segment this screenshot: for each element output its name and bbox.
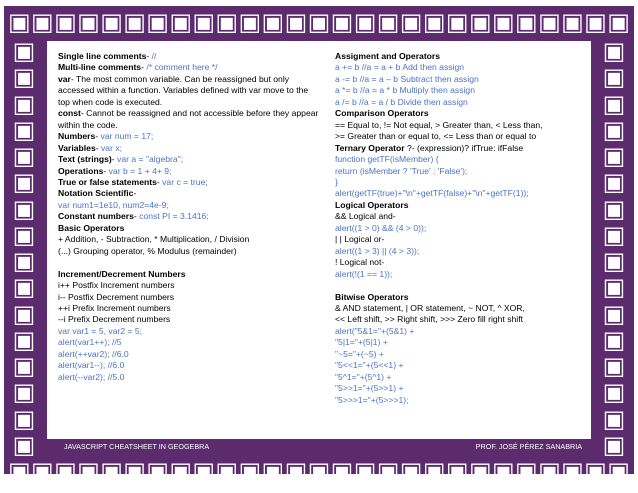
code-snippet: "5<<1="+(5<<1) + bbox=[335, 360, 404, 371]
footer-title: JAVASCRIPT CHEATSHEET IN GEOGEBRA bbox=[64, 442, 210, 451]
text-line bbox=[335, 120, 587, 131]
term-label: Assigment and Operators bbox=[335, 51, 441, 61]
code-snippet: var num1=1e10, num2=4e-9; bbox=[58, 199, 169, 210]
text-line bbox=[58, 280, 308, 291]
text-line bbox=[335, 372, 587, 383]
description-text: - bbox=[133, 211, 140, 222]
description-text: within the code. bbox=[58, 119, 118, 130]
text-line bbox=[58, 188, 308, 199]
code-snippet: alert(--var2); //5.0 bbox=[58, 371, 125, 382]
code-snippet: a *= b //a = a * b Multiply then assign bbox=[335, 85, 475, 96]
text-line bbox=[335, 383, 587, 394]
term-label: True or false statements bbox=[58, 176, 157, 187]
code-snippet: "~5="+(~5) + bbox=[335, 348, 384, 359]
text-line bbox=[58, 211, 308, 222]
description-text: - bbox=[95, 142, 101, 153]
text-line bbox=[335, 395, 587, 406]
greek-key-icon: ▣ ▣ ▣ ▣ ▣ ▣ ▣ ▣ ▣ ▣ ▣ ▣ ▣ ▣ ▣ ▣ ▣ ▣ ▣ ▣ ▣ ▣ ▣ ▣ ▣ ▣ ▣ bbox=[8, 457, 630, 485]
text-line bbox=[335, 257, 587, 268]
text-line bbox=[335, 85, 587, 96]
text-line bbox=[335, 303, 587, 314]
text-line bbox=[335, 74, 587, 85]
description-text: i-- Postfix Decrement numbers bbox=[58, 291, 175, 302]
code-snippet: alert((1 > 3) || (4 > 3)); bbox=[335, 245, 420, 256]
code-snippet: return (isMember ? 'True' : 'False'); bbox=[335, 165, 468, 176]
term-label: Single line comments bbox=[58, 51, 147, 61]
term-label: Bitwise Operators bbox=[335, 291, 409, 302]
code-snippet: "5^1="+(5^1) + bbox=[335, 371, 392, 382]
term-label: Ternary Operator bbox=[335, 142, 405, 153]
term-label: Multi-line comments bbox=[58, 62, 142, 73]
description-text: >= Greater than or equal to, <= Less than or equal to bbox=[335, 131, 537, 142]
right-column bbox=[335, 51, 587, 406]
code-snippet: alert(!(1 == 1)); bbox=[335, 268, 393, 279]
description-text: ! Logical not- bbox=[335, 257, 385, 268]
text-line bbox=[335, 188, 587, 199]
description-text: i++ Postfix Increment numbers bbox=[58, 280, 175, 291]
text-line bbox=[58, 234, 308, 245]
text-line bbox=[58, 85, 308, 96]
description-text: - bbox=[133, 188, 137, 199]
term-label: Increment/Decrement Numbers bbox=[58, 268, 186, 279]
text-line bbox=[58, 337, 308, 348]
term-label: Logical Operators bbox=[335, 199, 409, 210]
text-line bbox=[335, 223, 587, 234]
description-text: == Equal to, != Not equal, > Greater than, < Less than, bbox=[335, 119, 543, 130]
greek-key-icon: ▣ ▣ ▣ ▣ ▣ ▣ ▣ ▣ ▣ ▣ ▣ ▣ ▣ ▣ ▣ ▣ bbox=[12, 38, 36, 458]
text-line bbox=[58, 223, 308, 234]
description-text: - Cannot be reassigned and not accessible before they appear bbox=[80, 108, 319, 119]
description-text: top when code is executed. bbox=[58, 96, 163, 107]
text-line bbox=[335, 326, 587, 337]
text-line bbox=[335, 97, 587, 108]
text-line bbox=[335, 349, 587, 360]
text-line bbox=[335, 51, 587, 62]
description-text: --i Prefix Decrement numbers bbox=[58, 314, 171, 325]
term-label: Numbers bbox=[58, 131, 96, 142]
code-snippet: a += b //a = a + b Add then assign bbox=[335, 62, 465, 73]
greek-key-icon: ▣ ▣ ▣ ▣ ▣ ▣ ▣ ▣ ▣ ▣ ▣ ▣ ▣ ▣ ▣ ▣ bbox=[602, 38, 626, 458]
term-label: Variables bbox=[58, 142, 96, 153]
code-snippet: /* comment here */ bbox=[146, 62, 218, 73]
text-line bbox=[335, 200, 587, 211]
description-text: + Addition, - Subtraction, * Multiplication, / Division bbox=[58, 234, 250, 245]
description-text: (...) Grouping operator, % Modulus (remainder) bbox=[58, 245, 237, 256]
description-text: ?- (expression)? ifTrue: ifFalse bbox=[404, 142, 524, 153]
code-snippet: var a = "algebra"; bbox=[117, 154, 184, 165]
text-line bbox=[58, 292, 308, 303]
term-label: Notation Scientific bbox=[58, 188, 134, 199]
text-line bbox=[58, 372, 308, 383]
description-text: accessed within a function. Variables defined with var move to the bbox=[58, 85, 309, 96]
text-line bbox=[58, 51, 308, 62]
text-line bbox=[335, 154, 587, 165]
text-line bbox=[58, 303, 308, 314]
text-line bbox=[58, 108, 319, 119]
text-line bbox=[58, 120, 308, 131]
text-line bbox=[335, 143, 587, 154]
code-snippet: a -= b //a = a – b Subtract then assign bbox=[335, 73, 479, 84]
term-label: Operations bbox=[58, 165, 104, 176]
code-snippet: var c = true; bbox=[162, 176, 208, 187]
description-text: | | Logical or- bbox=[335, 234, 385, 245]
code-snippet: alert(++var2); //6.0 bbox=[58, 348, 129, 359]
description-text: && Logical and- bbox=[335, 211, 396, 222]
code-snippet: alert(var1--); //6.0 bbox=[58, 360, 125, 371]
text-line bbox=[58, 62, 308, 73]
description-text: & AND statement, | OR statement, ~ NOT, ^ XOR, bbox=[335, 302, 525, 313]
code-snippet: var b = 1 + 4+ 9; bbox=[108, 165, 172, 176]
description-text: ++i Prefix Increment numbers bbox=[58, 302, 171, 313]
code-snippet: "5>>1="+(5>>1) + bbox=[335, 383, 404, 394]
description-text: - The most common variable. Can be reassigned but only bbox=[70, 73, 290, 84]
text-line bbox=[58, 269, 308, 280]
text-line bbox=[58, 97, 308, 108]
description-text: - bbox=[95, 131, 101, 142]
text-line bbox=[335, 62, 587, 73]
code-snippet: alert("5&1="+(5&1) + bbox=[335, 325, 415, 336]
term-label: Basic Operators bbox=[58, 222, 125, 233]
footer-bar bbox=[47, 439, 591, 455]
code-snippet: const PI = 3.1416; bbox=[139, 211, 209, 222]
text-line bbox=[58, 200, 308, 211]
code-snippet: alert(var1++); //5 bbox=[58, 337, 122, 348]
text-line bbox=[335, 360, 587, 371]
text-line bbox=[335, 292, 587, 303]
description-text: - bbox=[146, 51, 152, 61]
term-label: var bbox=[58, 73, 71, 84]
text-line bbox=[335, 108, 587, 119]
code-snippet: function getTF(isMember) { bbox=[335, 154, 439, 165]
text-line bbox=[335, 166, 587, 177]
spacer bbox=[335, 280, 587, 291]
text-line bbox=[58, 131, 308, 142]
code-snippet: var num = 17; bbox=[100, 131, 154, 142]
term-label: Text (strings) bbox=[58, 154, 112, 165]
text-line bbox=[58, 360, 308, 371]
footer-author: PROF. JOSÉ PÉREZ SANABRIA bbox=[475, 442, 582, 451]
text-line bbox=[58, 143, 308, 154]
text-line bbox=[58, 74, 308, 85]
text-line bbox=[58, 349, 308, 360]
code-snippet: "5>>>1="+(5>>>1); bbox=[335, 394, 409, 405]
text-line bbox=[335, 234, 587, 245]
description-text: << Left shift, >> Right shift, >>> Zero fill right shift bbox=[335, 314, 523, 325]
left-column bbox=[58, 51, 319, 383]
description-text: - bbox=[156, 176, 163, 187]
code-snippet: // bbox=[151, 51, 157, 61]
text-line bbox=[58, 166, 308, 177]
code-snippet: var var1 = 5, var2 = 5; bbox=[58, 325, 143, 336]
text-line bbox=[335, 177, 587, 188]
term-label: const bbox=[58, 108, 81, 119]
text-line bbox=[335, 246, 587, 257]
description-text: - bbox=[141, 62, 147, 73]
text-line bbox=[335, 131, 587, 142]
content-area bbox=[47, 41, 591, 439]
text-line bbox=[335, 269, 587, 280]
code-snippet: alert(getTF(true)+"\n"+getTF(false)+"\n"+getTF(1)); bbox=[335, 188, 529, 199]
code-snippet: } bbox=[335, 176, 338, 187]
text-line bbox=[335, 314, 587, 325]
text-line bbox=[58, 154, 308, 165]
description-text: - bbox=[103, 165, 109, 176]
greek-key-icon: ▣ ▣ ▣ ▣ ▣ ▣ ▣ ▣ ▣ ▣ ▣ ▣ ▣ ▣ ▣ ▣ ▣ ▣ ▣ ▣ ▣ ▣ ▣ ▣ ▣ ▣ ▣ bbox=[8, 8, 630, 36]
term-label: Comparison Operators bbox=[335, 108, 429, 119]
text-line bbox=[58, 246, 308, 257]
code-snippet: var x; bbox=[101, 142, 123, 153]
text-line bbox=[58, 326, 308, 337]
term-label: Constant numbers bbox=[58, 211, 134, 222]
text-line bbox=[58, 177, 308, 188]
code-snippet: "5|1="+(5|1) + bbox=[335, 337, 388, 348]
text-line bbox=[335, 337, 587, 348]
text-line bbox=[58, 314, 308, 325]
code-snippet: a /= b //a = a / b Divide then assign bbox=[335, 96, 468, 107]
code-snippet: alert((1 > 0) && (4 > 0)); bbox=[335, 222, 427, 233]
description-text: - bbox=[111, 154, 118, 165]
spacer bbox=[58, 257, 308, 268]
text-line bbox=[335, 211, 587, 222]
